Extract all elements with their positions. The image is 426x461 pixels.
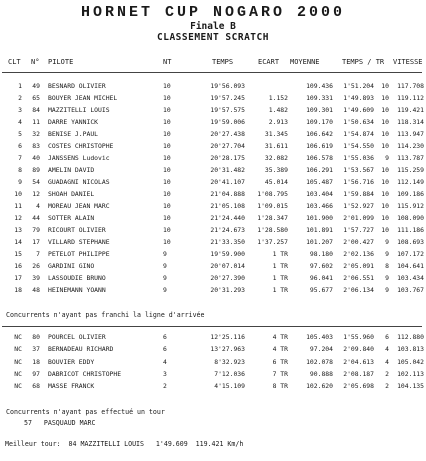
cell-temps: 20'07.014 bbox=[210, 262, 245, 270]
cell-tr: 10 bbox=[381, 142, 389, 150]
cell-moyenne: 95.677 bbox=[309, 286, 333, 294]
cell-temps-tr: 1'57.727 bbox=[343, 226, 374, 234]
cell-tr: 9 bbox=[385, 154, 389, 162]
cell-ecart: 45.014 bbox=[264, 178, 288, 186]
cell-nt: 10 bbox=[163, 106, 171, 114]
cell-ecart: 1'28.580 bbox=[257, 226, 288, 234]
cell-vitesse: 108.693 bbox=[397, 238, 424, 246]
cell-pilote: MOREAU JEAN MARC bbox=[48, 202, 110, 210]
cell-pilote: LASSOUDIE BRUNO bbox=[48, 274, 106, 282]
best-lap-line bbox=[5, 440, 243, 448]
section-rule bbox=[2, 326, 422, 327]
table-row bbox=[0, 286, 426, 297]
cell-vitesse: 107.172 bbox=[397, 250, 424, 258]
cell-nt: 9 bbox=[163, 274, 167, 282]
cell-vitesse: 111.186 bbox=[397, 226, 424, 234]
cell-no: 7 bbox=[36, 250, 40, 258]
cell-moyenne: 106.578 bbox=[306, 154, 333, 162]
cell-vitesse: 112.149 bbox=[397, 178, 424, 186]
col-header-clt: CLT bbox=[8, 58, 21, 66]
cell-tr: 8 bbox=[385, 262, 389, 270]
cell-moyenne: 103.404 bbox=[306, 190, 333, 198]
cell-no: 68 bbox=[32, 382, 40, 391]
cell-nt: 9 bbox=[163, 250, 167, 258]
cell-temps: 19'56.093 bbox=[210, 82, 245, 90]
cell-vitesse: 115.912 bbox=[397, 202, 424, 210]
cell-tr: 10 bbox=[381, 202, 389, 210]
cell-clt: 8 bbox=[18, 166, 22, 174]
cell-nt: 10 bbox=[163, 94, 171, 102]
classification-title: CLASSEMENT SCRATCH bbox=[157, 32, 269, 43]
cell-temps-tr: 2'09.840 bbox=[343, 345, 374, 354]
cell-temps-tr: 1'56.716 bbox=[343, 178, 374, 186]
cell-temps-tr: 2'05.698 bbox=[343, 382, 374, 391]
cell-no: 40 bbox=[32, 154, 40, 162]
cell-clt: 2 bbox=[18, 94, 22, 102]
table-row bbox=[0, 142, 426, 153]
cell-moyenne: 106.619 bbox=[306, 142, 333, 150]
cell-clt: NC bbox=[14, 357, 22, 366]
cell-vitesse: 119.421 bbox=[397, 106, 424, 114]
cell-temps-tr: 1'49.609 bbox=[343, 106, 374, 114]
no-lap-pilote: PASQUAUD MARC bbox=[43, 419, 96, 427]
cell-temps-tr: 2'05.091 bbox=[343, 262, 374, 270]
cell-temps: 13'27.963 bbox=[210, 345, 245, 354]
cell-no: 48 bbox=[32, 286, 40, 294]
cell-pilote: BENISE J.PAUL bbox=[48, 130, 99, 138]
cell-nt: 2 bbox=[163, 382, 167, 391]
not-finished-title: Concurrents n'ayant pas franchi la ligne d'arrivée bbox=[6, 311, 205, 319]
cell-moyenne: 106.642 bbox=[306, 130, 333, 138]
cell-tr: 10 bbox=[381, 106, 389, 114]
cell-temps-tr: 2'00.427 bbox=[343, 238, 374, 246]
cell-ecart: 1 TR bbox=[272, 250, 288, 258]
cell-moyenne: 101.891 bbox=[306, 226, 333, 234]
cell-nt: 6 bbox=[163, 345, 167, 354]
cell-nt: 10 bbox=[163, 238, 171, 246]
table-row bbox=[0, 94, 426, 105]
cell-ecart: 1 TR bbox=[272, 274, 288, 282]
cell-tr: 10 bbox=[381, 130, 389, 138]
table-row bbox=[0, 262, 426, 273]
table-row bbox=[0, 118, 426, 129]
cell-vitesse: 119.112 bbox=[397, 94, 424, 102]
cell-temps: 21'24.673 bbox=[210, 226, 245, 234]
best-lap-label: Meilleur tour: bbox=[5, 440, 61, 448]
cell-temps-tr: 2'02.136 bbox=[343, 250, 374, 258]
cell-ecart: 1'08.795 bbox=[257, 190, 288, 198]
cell-no: 26 bbox=[32, 262, 40, 270]
cell-moyenne: 103.466 bbox=[306, 202, 333, 210]
cell-temps-tr: 1'52.927 bbox=[343, 202, 374, 210]
cell-temps-tr: 2'06.134 bbox=[343, 286, 374, 294]
cell-clt: 11 bbox=[14, 202, 22, 210]
cell-moyenne: 102.078 bbox=[306, 357, 333, 366]
cell-tr: 10 bbox=[381, 226, 389, 234]
cell-temps: 20'27.390 bbox=[210, 274, 245, 282]
cell-clt: 9 bbox=[18, 178, 22, 186]
cell-temps-tr: 1'54.550 bbox=[343, 142, 374, 150]
cell-vitesse: 113.787 bbox=[397, 154, 424, 162]
cell-temps: 12'25.116 bbox=[210, 333, 245, 341]
cell-nt: 10 bbox=[163, 214, 171, 222]
cell-nt: 10 bbox=[163, 142, 171, 150]
race-name: Finale B bbox=[190, 21, 236, 32]
cell-nt: 10 bbox=[163, 154, 171, 162]
cell-moyenne: 102.620 bbox=[306, 382, 333, 391]
cell-tr: 10 bbox=[381, 190, 389, 198]
cell-tr: 10 bbox=[381, 94, 389, 102]
cell-pilote: BOUVIER EDDY bbox=[48, 357, 95, 366]
cell-pilote: DABRICOT CHRISTOPHE bbox=[48, 369, 122, 378]
cell-moyenne: 96.041 bbox=[309, 274, 333, 282]
table-row bbox=[0, 190, 426, 201]
cell-tr: 2 bbox=[385, 369, 389, 378]
cell-moyenne: 98.180 bbox=[309, 250, 333, 258]
cell-moyenne: 106.291 bbox=[306, 166, 333, 174]
cell-tr: 9 bbox=[385, 286, 389, 294]
cell-nt: 9 bbox=[163, 286, 167, 294]
cell-pilote: GARDINI GINO bbox=[48, 262, 95, 270]
col-header-pilote: PILOTE bbox=[48, 58, 74, 66]
header-rule bbox=[2, 72, 422, 73]
cell-vitesse: 109.186 bbox=[397, 190, 424, 198]
cell-clt: 12 bbox=[14, 214, 22, 222]
cell-clt: 13 bbox=[14, 226, 22, 234]
cell-ecart: 31.611 bbox=[264, 142, 288, 150]
cell-ecart: 31.345 bbox=[264, 130, 288, 138]
cell-clt: 6 bbox=[18, 142, 22, 150]
cell-nt: 4 bbox=[163, 357, 167, 366]
no-lap-title: Concurrents n'ayant pas effectué un tour bbox=[6, 408, 165, 416]
table-row bbox=[0, 178, 426, 189]
col-header-ecart: ECART bbox=[258, 58, 280, 66]
table-row bbox=[0, 370, 426, 381]
cell-temps-tr: 1'54.874 bbox=[343, 130, 374, 138]
cell-ecart: 7 TR bbox=[272, 369, 288, 378]
cell-moyenne: 109.436 bbox=[306, 82, 333, 90]
table-row bbox=[0, 250, 426, 261]
cell-no: 11 bbox=[32, 118, 40, 126]
cell-nt: 10 bbox=[163, 226, 171, 234]
cell-vitesse: 112.880 bbox=[397, 333, 424, 341]
cell-temps: 21'24.440 bbox=[210, 214, 245, 222]
cell-temps-tr: 2'04.613 bbox=[343, 357, 374, 366]
cell-no: 65 bbox=[32, 94, 40, 102]
best-lap-time: 1'49.609 bbox=[155, 440, 188, 448]
cell-vitesse: 102.113 bbox=[397, 369, 424, 378]
cell-temps-tr: 1'55.960 bbox=[343, 333, 374, 341]
cell-temps: 19'59.900 bbox=[210, 250, 245, 258]
cell-pilote: GUADAGNI NICOLAS bbox=[48, 178, 110, 186]
cell-temps-tr: 1'53.567 bbox=[343, 166, 374, 174]
cell-moyenne: 109.170 bbox=[306, 118, 333, 126]
cell-moyenne: 97.204 bbox=[309, 345, 333, 354]
cell-clt: 18 bbox=[14, 286, 22, 294]
cell-pilote: COSTES CHRISTOPHE bbox=[48, 142, 114, 150]
col-header-nt: NT bbox=[163, 58, 172, 66]
table-row bbox=[0, 130, 426, 141]
cell-nt: 10 bbox=[163, 178, 171, 186]
cell-ecart: 6 TR bbox=[272, 357, 288, 366]
cell-tr: 9 bbox=[385, 238, 389, 246]
cell-tr: 4 bbox=[385, 357, 389, 366]
cell-no: 97 bbox=[32, 369, 40, 378]
cell-tr: 10 bbox=[381, 82, 389, 90]
cell-ecart: 1'28.347 bbox=[257, 214, 288, 222]
cell-nt: 10 bbox=[163, 82, 171, 90]
cell-clt: 17 bbox=[14, 274, 22, 282]
cell-tr: 9 bbox=[385, 274, 389, 282]
cell-ecart: 35.389 bbox=[264, 166, 288, 174]
cell-ecart: 4 TR bbox=[272, 345, 288, 354]
cell-temps: 20'31.293 bbox=[210, 286, 245, 294]
cell-pilote: SHOAH DANIEL bbox=[48, 190, 95, 198]
cell-temps-tr: 2'08.187 bbox=[343, 369, 374, 378]
cell-moyenne: 109.331 bbox=[306, 94, 333, 102]
no-lap-number: 57 bbox=[24, 419, 32, 427]
cell-tr: 10 bbox=[381, 166, 389, 174]
cell-temps-tr: 1'55.036 bbox=[343, 154, 374, 162]
cell-clt: NC bbox=[14, 345, 22, 354]
cell-nt: 10 bbox=[163, 130, 171, 138]
cell-moyenne: 90.888 bbox=[309, 369, 333, 378]
cell-tr: 6 bbox=[385, 333, 389, 341]
cell-temps: 20'27.704 bbox=[210, 142, 245, 150]
no-lap-entry bbox=[24, 419, 95, 427]
cell-ecart: 32.082 bbox=[264, 154, 288, 162]
cell-temps: 20'41.107 bbox=[210, 178, 245, 186]
cell-no: 4 bbox=[36, 202, 40, 210]
cell-nt: 10 bbox=[163, 202, 171, 210]
cell-pilote: MASSE FRANCK bbox=[48, 382, 95, 391]
col-header-vitesse: VITESSE bbox=[393, 58, 423, 66]
event-title: HORNET CUP NOGARO 2000 bbox=[80, 4, 346, 21]
cell-no: 80 bbox=[32, 333, 40, 341]
table-row bbox=[0, 214, 426, 225]
cell-vitesse: 104.641 bbox=[397, 262, 424, 270]
cell-vitesse: 117.708 bbox=[397, 82, 424, 90]
cell-nt: 6 bbox=[163, 333, 167, 341]
cell-clt: 7 bbox=[18, 154, 22, 162]
cell-vitesse: 103.767 bbox=[397, 286, 424, 294]
cell-tr: 10 bbox=[381, 118, 389, 126]
cell-moyenne: 109.301 bbox=[306, 106, 333, 114]
cell-no: 12 bbox=[32, 190, 40, 198]
cell-clt: 15 bbox=[14, 250, 22, 258]
cell-vitesse: 115.259 bbox=[397, 166, 424, 174]
cell-no: 44 bbox=[32, 214, 40, 222]
cell-temps: 20'31.482 bbox=[210, 166, 245, 174]
cell-pilote: HEINEMANN YOANN bbox=[48, 286, 106, 294]
cell-ecart: 1 TR bbox=[272, 262, 288, 270]
cell-ecart: 1 TR bbox=[272, 286, 288, 294]
cell-no: 17 bbox=[32, 238, 40, 246]
cell-pilote: BERNADEAU RICHARD bbox=[48, 345, 114, 354]
cell-moyenne: 105.487 bbox=[306, 178, 333, 186]
cell-no: 49 bbox=[32, 82, 40, 90]
cell-ecart: 1'09.015 bbox=[257, 202, 288, 210]
cell-pilote: DARRE YANNICK bbox=[48, 118, 99, 126]
cell-temps-tr: 2'06.551 bbox=[343, 274, 374, 282]
col-header-no: N° bbox=[31, 58, 40, 66]
cell-tr: 4 bbox=[385, 345, 389, 354]
cell-vitesse: 118.314 bbox=[397, 118, 424, 126]
best-lap-number: 84 bbox=[68, 440, 77, 448]
table-row bbox=[0, 106, 426, 117]
cell-temps-tr: 1'49.893 bbox=[343, 94, 374, 102]
cell-clt: 16 bbox=[14, 262, 22, 270]
cell-clt: 4 bbox=[18, 118, 22, 126]
cell-pilote: MAZZITELLI LOUIS bbox=[48, 106, 110, 114]
cell-temps: 8'32.923 bbox=[214, 357, 245, 366]
cell-vitesse: 103.434 bbox=[397, 274, 424, 282]
cell-temps: 19'57.575 bbox=[210, 106, 245, 114]
table-row bbox=[0, 358, 426, 369]
cell-pilote: RICOURT OLIVIER bbox=[48, 226, 106, 234]
table-row bbox=[0, 226, 426, 237]
cell-vitesse: 108.090 bbox=[397, 214, 424, 222]
cell-tr: 10 bbox=[381, 214, 389, 222]
cell-vitesse: 104.135 bbox=[397, 382, 424, 391]
cell-temps: 21'05.108 bbox=[210, 202, 245, 210]
cell-ecart: 1.152 bbox=[268, 94, 288, 102]
cell-moyenne: 97.602 bbox=[309, 262, 333, 270]
cell-ecart: 1.482 bbox=[268, 106, 288, 114]
cell-tr: 10 bbox=[381, 178, 389, 186]
cell-vitesse: 113.947 bbox=[397, 130, 424, 138]
table-row bbox=[0, 238, 426, 249]
col-header-moyenne: MOYENNE bbox=[290, 58, 320, 66]
cell-temps-tr: 1'59.884 bbox=[343, 190, 374, 198]
cell-ecart: 8 TR bbox=[272, 382, 288, 391]
cell-nt: 9 bbox=[163, 262, 167, 270]
cell-no: 83 bbox=[32, 142, 40, 150]
cell-ecart: 4 TR bbox=[272, 333, 288, 341]
table-row bbox=[0, 274, 426, 285]
cell-no: 32 bbox=[32, 130, 40, 138]
cell-clt: NC bbox=[14, 369, 22, 378]
cell-no: 18 bbox=[32, 357, 40, 366]
cell-no: 84 bbox=[32, 106, 40, 114]
cell-temps: 21'33.350 bbox=[210, 238, 245, 246]
cell-pilote: SOTTER ALAIN bbox=[48, 214, 95, 222]
cell-vitesse: 103.813 bbox=[397, 345, 424, 354]
col-header-temps: TEMPS bbox=[212, 58, 234, 66]
cell-nt: 3 bbox=[163, 369, 167, 378]
table-row bbox=[0, 82, 426, 93]
cell-clt: 14 bbox=[14, 238, 22, 246]
cell-nt: 10 bbox=[163, 166, 171, 174]
cell-no: 39 bbox=[32, 274, 40, 282]
cell-tr: 9 bbox=[385, 250, 389, 258]
cell-vitesse: 114.230 bbox=[397, 142, 424, 150]
cell-ecart: 1'37.257 bbox=[257, 238, 288, 246]
cell-ecart: 2.913 bbox=[268, 118, 288, 126]
cell-moyenne: 101.207 bbox=[306, 238, 333, 246]
cell-nt: 10 bbox=[163, 118, 171, 126]
cell-pilote: JANSSENS Ludovic bbox=[48, 154, 110, 162]
cell-nt: 10 bbox=[163, 190, 171, 198]
best-lap-speed: 119.421 bbox=[195, 440, 224, 448]
col-header-temps-tr: TEMPS / TR bbox=[342, 58, 385, 66]
cell-pilote: PETELOT PHILIPPE bbox=[48, 250, 110, 258]
cell-clt: 1 bbox=[18, 82, 22, 90]
table-row bbox=[0, 333, 426, 344]
cell-clt: 5 bbox=[18, 130, 22, 138]
cell-pilote: BESNARD OLIVIER bbox=[48, 82, 106, 90]
cell-clt: 3 bbox=[18, 106, 22, 114]
cell-temps-tr: 1'51.204 bbox=[343, 82, 374, 90]
cell-tr: 2 bbox=[385, 382, 389, 391]
best-lap-pilote: MAZZITELLI LOUIS bbox=[80, 440, 144, 448]
cell-no: 89 bbox=[32, 166, 40, 174]
cell-pilote: AMELIN DAVID bbox=[48, 166, 95, 174]
cell-temps: 19'59.006 bbox=[210, 118, 245, 126]
cell-no: 79 bbox=[32, 226, 40, 234]
cell-pilote: POURCEL OLIVIER bbox=[48, 333, 106, 341]
cell-temps-tr: 1'50.634 bbox=[343, 118, 374, 126]
cell-no: 37 bbox=[32, 345, 40, 354]
cell-temps: 21'04.888 bbox=[210, 190, 245, 198]
best-lap-unit: Km/h bbox=[227, 440, 244, 448]
cell-temps: 7'12.036 bbox=[214, 369, 245, 378]
cell-pilote: BOUYER JEAN MICHEL bbox=[48, 94, 118, 102]
cell-no: 54 bbox=[32, 178, 40, 186]
cell-temps: 20'27.438 bbox=[210, 130, 245, 138]
table-row bbox=[0, 166, 426, 177]
table-row bbox=[0, 345, 426, 356]
cell-moyenne: 105.403 bbox=[306, 333, 333, 341]
cell-clt: NC bbox=[14, 333, 22, 341]
cell-clt: 10 bbox=[14, 190, 22, 198]
table-row bbox=[0, 202, 426, 213]
cell-vitesse: 105.042 bbox=[397, 357, 424, 366]
cell-pilote: VILLARD STEPHANE bbox=[48, 238, 110, 246]
table-row bbox=[0, 154, 426, 165]
cell-temps-tr: 2'01.099 bbox=[343, 214, 374, 222]
cell-clt: NC bbox=[14, 382, 22, 391]
cell-temps: 19'57.245 bbox=[210, 94, 245, 102]
cell-temps: 4'15.109 bbox=[214, 382, 245, 391]
cell-moyenne: 101.900 bbox=[306, 214, 333, 222]
table-row bbox=[0, 382, 426, 393]
cell-temps: 20'28.175 bbox=[210, 154, 245, 162]
